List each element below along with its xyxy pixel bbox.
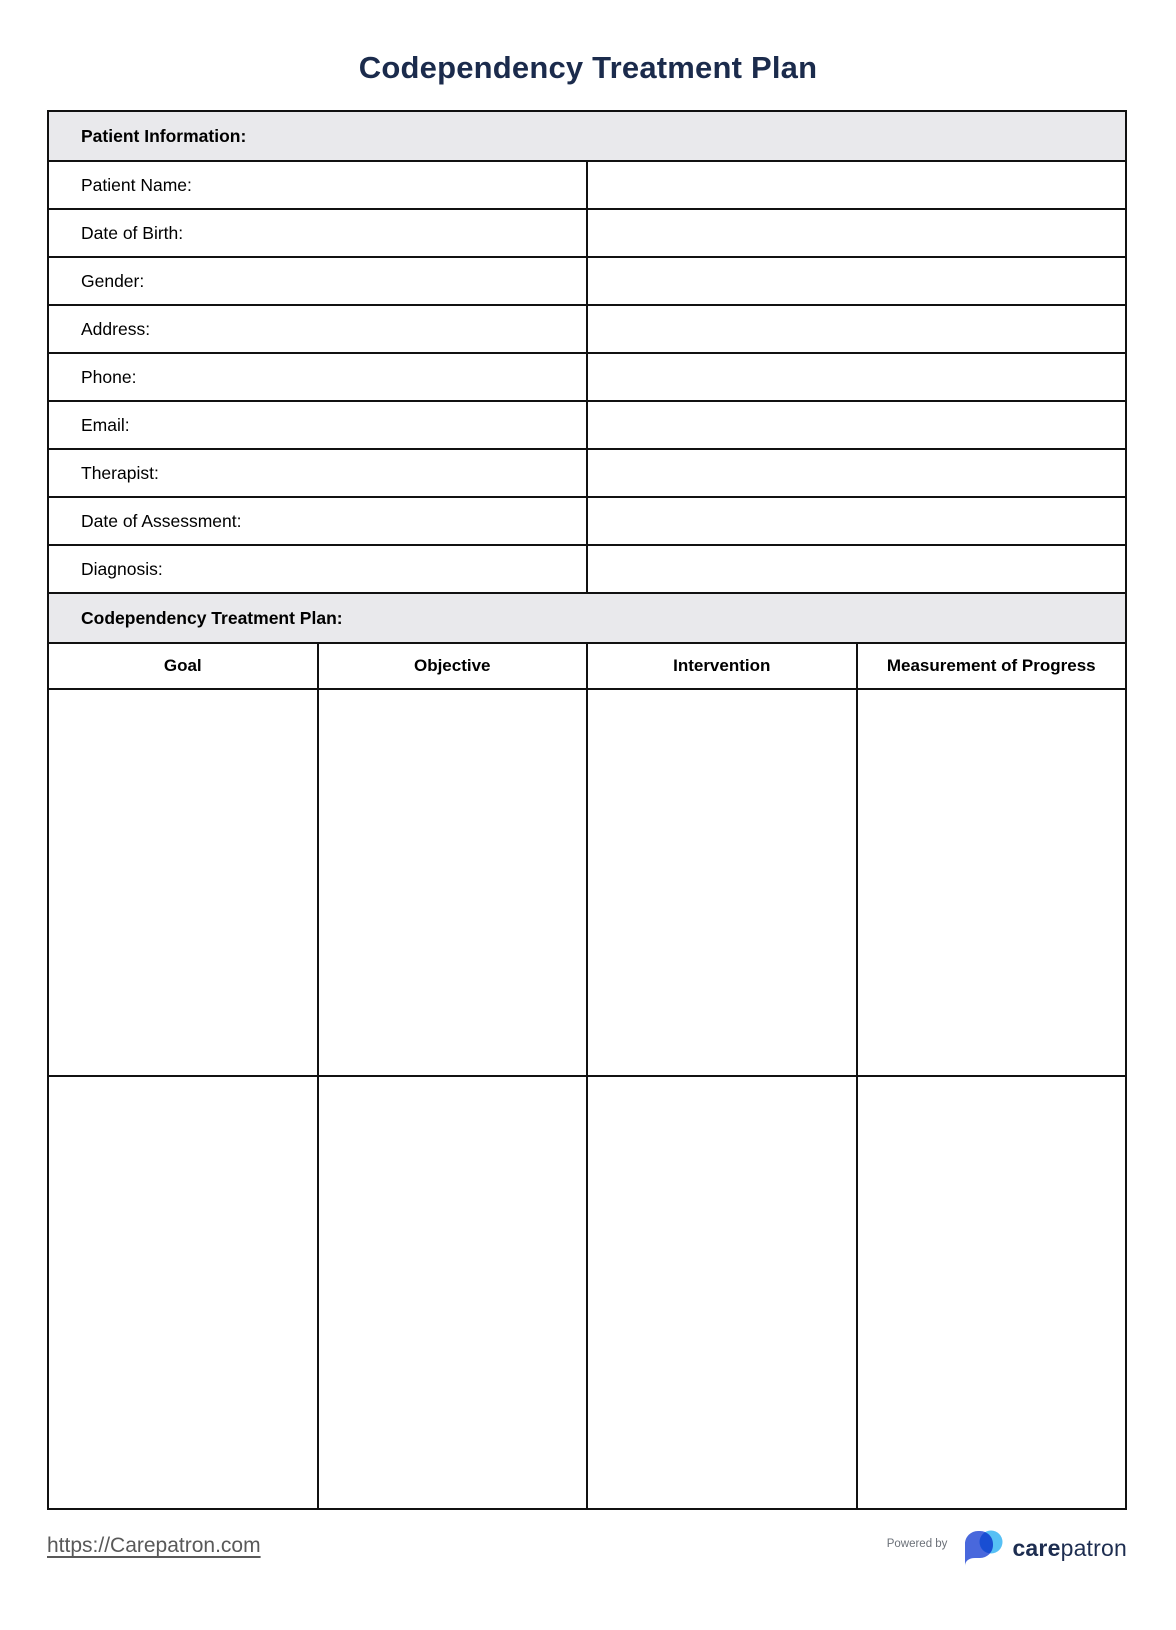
powered-by-label: Powered by <box>886 1538 948 1550</box>
column-header-goal: Goal <box>48 643 318 689</box>
column-header-measurement: Measurement of Progress <box>857 643 1127 689</box>
goal-cell[interactable] <box>48 689 318 1076</box>
measurement-cell[interactable] <box>857 689 1127 1076</box>
table-row <box>48 497 1126 545</box>
column-header-intervention: Intervention <box>587 643 857 689</box>
column-header-objective: Objective <box>318 643 588 689</box>
carepatron-link[interactable]: https://Carepatron.com <box>47 1534 261 1557</box>
diagnosis-label: Diagnosis: <box>48 545 587 593</box>
powered-by-group <box>887 1527 1127 1569</box>
patient-name-field[interactable] <box>587 161 1126 209</box>
form-body <box>47 110 1127 1510</box>
patient-info-section-header: Patient Information: <box>48 111 1126 161</box>
brand-wordmark-patron: patron <box>1060 1534 1127 1561</box>
table-row <box>48 161 1126 209</box>
date-of-birth-label: Date of Birth: <box>48 209 587 257</box>
phone-field[interactable] <box>587 353 1126 401</box>
carepatron-logo <box>958 1527 1127 1569</box>
table-row <box>48 689 1126 1076</box>
table-header-row <box>48 643 1126 689</box>
table-row <box>48 1076 1126 1509</box>
table-row <box>48 305 1126 353</box>
date-of-assessment-label: Date of Assessment: <box>48 497 587 545</box>
measurement-cell[interactable] <box>857 1076 1127 1509</box>
treatment-plan-section-header: Codependency Treatment Plan: <box>48 593 1126 643</box>
table-row <box>48 545 1126 593</box>
treatment-plan-table <box>47 592 1127 1510</box>
brand-wordmark-care: care <box>1012 1534 1061 1561</box>
intervention-cell[interactable] <box>587 1076 857 1509</box>
goal-cell[interactable] <box>48 1076 318 1509</box>
table-row <box>48 209 1126 257</box>
table-row <box>48 257 1126 305</box>
intervention-cell[interactable] <box>587 689 857 1076</box>
carepatron-logo-icon <box>958 1527 1006 1569</box>
table-row <box>48 449 1126 497</box>
objective-cell[interactable] <box>318 1076 588 1509</box>
therapist-field[interactable] <box>587 449 1126 497</box>
diagnosis-field[interactable] <box>587 545 1126 593</box>
brand-wordmark <box>1012 1535 1127 1562</box>
address-label: Address: <box>48 305 587 353</box>
address-field[interactable] <box>587 305 1126 353</box>
table-row <box>48 353 1126 401</box>
gender-label: Gender: <box>48 257 587 305</box>
date-of-birth-field[interactable] <box>587 209 1126 257</box>
phone-label: Phone: <box>48 353 587 401</box>
patient-name-label: Patient Name: <box>48 161 587 209</box>
email-field[interactable] <box>587 401 1126 449</box>
patient-info-table <box>47 110 1127 594</box>
email-label: Email: <box>48 401 587 449</box>
therapist-label: Therapist: <box>48 449 587 497</box>
table-row <box>48 401 1126 449</box>
date-of-assessment-field[interactable] <box>587 497 1126 545</box>
page-title: Codependency Treatment Plan <box>358 50 818 85</box>
gender-field[interactable] <box>587 257 1126 305</box>
objective-cell[interactable] <box>318 689 588 1076</box>
